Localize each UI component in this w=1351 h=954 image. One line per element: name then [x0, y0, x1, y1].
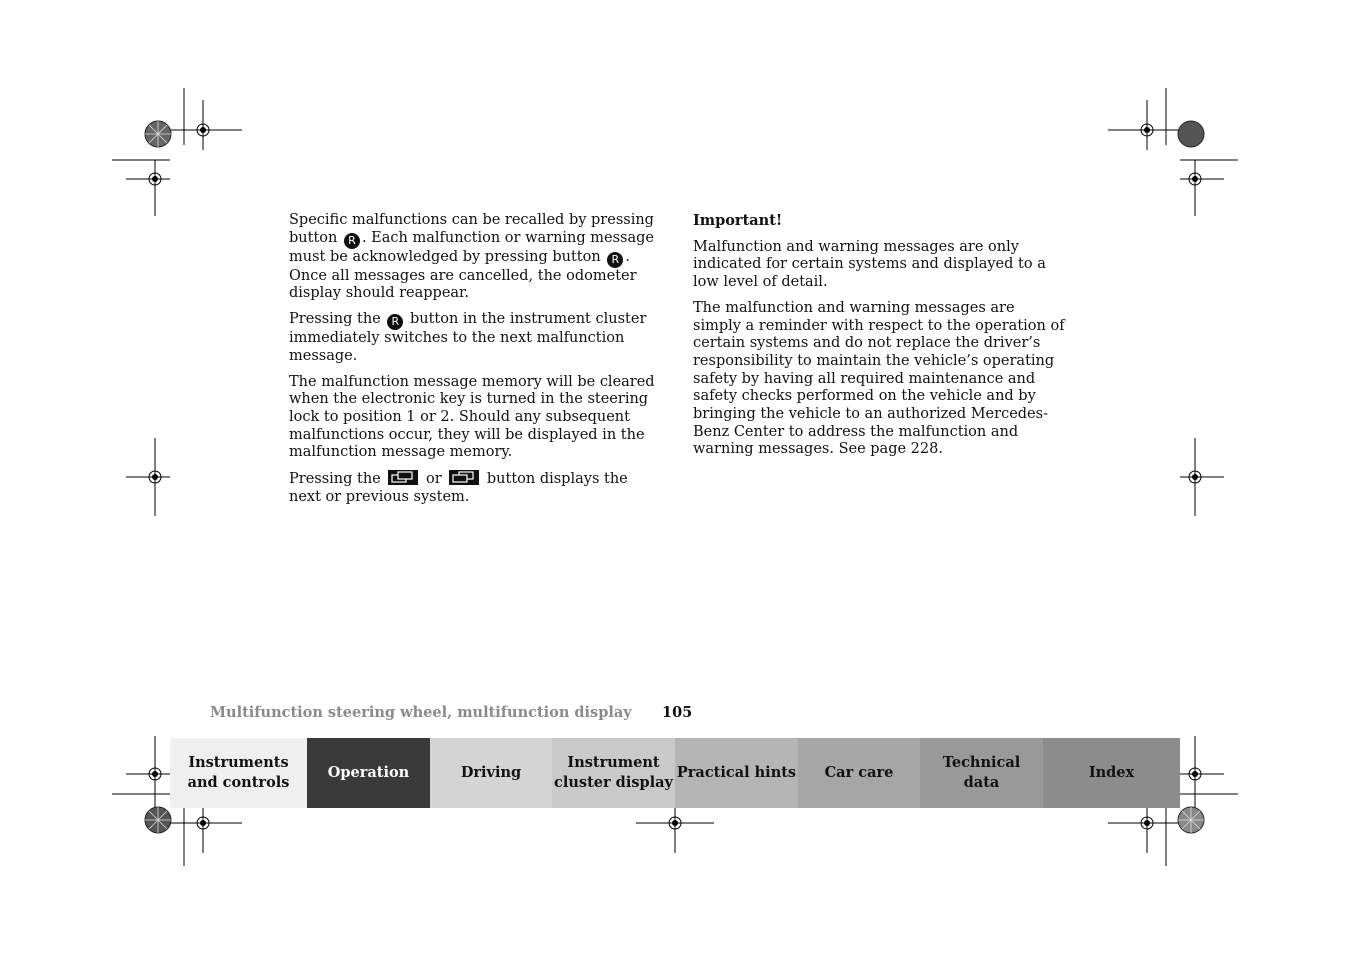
paragraph-next-previous-system: Pressing the or button displays the next or previous system.	[289, 471, 628, 505]
paragraph-memory-cleared: The malfunction message memory will be cleared when the electronic key is turned in the steering lock to position 1 or 2. Should any subsequent malfunctions occur, they will be displayed in the malfunction message memory.	[289, 373, 655, 461]
tab-practical-hints[interactable]: Practical hints	[675, 738, 798, 808]
button-r-icon: R	[344, 233, 360, 249]
paragraph-recall-malfunctions: Specific malfunctions can be recalled by pressing button R . Each malfunction or warning message must be acknowledged by pressing button R . Once all messages are cancelled, the odometer display should reappear.	[289, 212, 654, 302]
tab-instruments-and-controls[interactable]: Instruments and controls	[170, 738, 307, 808]
page-number: 105	[662, 704, 693, 721]
paragraph-next-message: Pressing the R button in the instrument cluster immediately switches to the next malfunction message.	[289, 311, 647, 364]
tab-index[interactable]: Index	[1043, 738, 1180, 808]
important-heading: Important!	[693, 212, 783, 229]
tab-car-care[interactable]: Car care	[798, 738, 920, 808]
tab-driving[interactable]: Driving	[430, 738, 552, 808]
tab-technical-data[interactable]: Technical data	[920, 738, 1043, 808]
button-r-icon: R	[607, 252, 623, 268]
tab-instrument-cluster-display[interactable]: Instrument cluster display	[552, 738, 675, 808]
display-prev-button-icon	[449, 470, 479, 485]
display-next-button-icon	[388, 470, 418, 485]
chapter-tabs	[170, 738, 1180, 808]
section-title: Multifunction steering wheel, multifunction display	[210, 704, 632, 721]
paragraph-limited-detail: Malfunction and warning messages are only indicated for certain systems and displayed to a low level of detail.	[693, 238, 1046, 291]
left-column	[289, 212, 661, 514]
button-r-icon: R	[387, 314, 403, 330]
right-column	[693, 212, 1065, 467]
tab-operation[interactable]: Operation	[307, 738, 430, 808]
paragraph-driver-responsibility: The malfunction and warning messages are simply a reminder with respect to the operation of certain systems and do not replace the driver’s responsibility to maintain the vehicle’s operating safety by having all required maintenance and safety checks performed on the vehicle and by bringing the vehicle to an authorized Mercedes-Benz Center to address the malfunction and warning messages. See page 228.	[693, 299, 1065, 458]
